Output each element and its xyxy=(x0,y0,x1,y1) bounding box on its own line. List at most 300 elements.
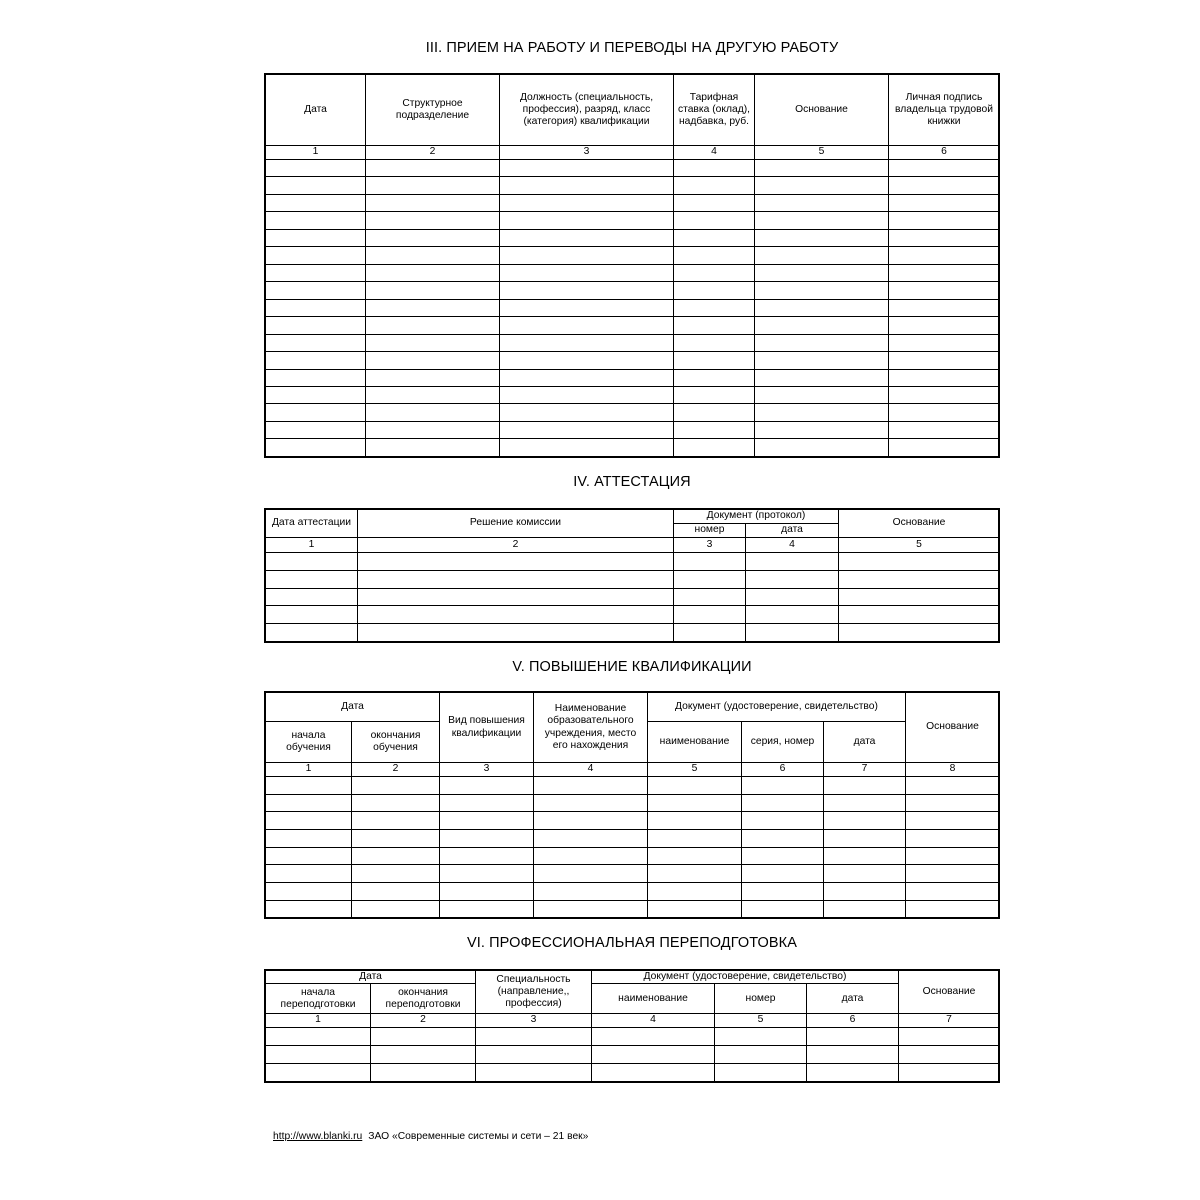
column-number: 4 xyxy=(746,538,839,553)
table-cell[interactable] xyxy=(899,1046,1000,1064)
table-cell[interactable] xyxy=(352,830,440,848)
column-number: 6 xyxy=(807,1013,899,1027)
column-number: 3 xyxy=(476,1013,592,1027)
column-number: 5 xyxy=(715,1013,807,1027)
table-cell[interactable] xyxy=(674,317,755,334)
table-cell[interactable] xyxy=(266,1028,371,1046)
table-cell[interactable] xyxy=(746,588,839,606)
table-row xyxy=(266,588,1000,606)
table-cell[interactable] xyxy=(715,1064,807,1082)
table-cell[interactable] xyxy=(899,1064,1000,1082)
table-cell[interactable] xyxy=(352,812,440,830)
table-cell[interactable] xyxy=(358,553,674,571)
table-cell[interactable] xyxy=(352,847,440,865)
table-cell[interactable] xyxy=(746,570,839,588)
header-document-number: номер xyxy=(715,984,807,1014)
table-cell[interactable] xyxy=(674,606,746,624)
header-document-date: дата xyxy=(824,722,906,763)
table-cell[interactable] xyxy=(352,900,440,918)
table-cell[interactable] xyxy=(755,194,889,211)
table-cell[interactable] xyxy=(366,386,500,403)
table-cell[interactable] xyxy=(674,421,755,438)
table-cell[interactable] xyxy=(742,794,824,812)
table-cell[interactable] xyxy=(824,847,906,865)
table-cell[interactable] xyxy=(746,553,839,571)
table-cell[interactable] xyxy=(742,777,824,795)
table-row xyxy=(266,439,1000,457)
table-cell[interactable] xyxy=(746,606,839,624)
header-training-start: начала обучения xyxy=(266,722,352,763)
column-number: 3 xyxy=(440,763,534,777)
table-cell[interactable] xyxy=(889,282,1000,299)
table-cell[interactable] xyxy=(500,264,674,281)
table-cell[interactable] xyxy=(742,883,824,901)
table-cell[interactable] xyxy=(674,570,746,588)
table-cell[interactable] xyxy=(366,299,500,316)
header-retraining-start: начала переподготовки xyxy=(266,984,371,1014)
table-cell[interactable] xyxy=(592,1028,715,1046)
table-row xyxy=(266,883,1000,901)
table-cell[interactable] xyxy=(266,812,352,830)
table-cell[interactable] xyxy=(440,794,534,812)
table-cell[interactable] xyxy=(476,1028,592,1046)
table-cell[interactable] xyxy=(889,299,1000,316)
table-cell[interactable] xyxy=(366,229,500,246)
table-cell[interactable] xyxy=(440,865,534,883)
column-number: 7 xyxy=(824,763,906,777)
header-retraining-date: Дата xyxy=(266,971,476,984)
table-cell[interactable] xyxy=(889,352,1000,369)
header-document-series: серия, номер xyxy=(742,722,824,763)
section-4-title: IV. АТТЕСТАЦИЯ xyxy=(573,474,691,490)
table-cell[interactable] xyxy=(366,421,500,438)
header-basis: Основание xyxy=(755,75,889,146)
table-cell[interactable] xyxy=(500,404,674,421)
website-link[interactable]: http://www.blanki.ru xyxy=(273,1131,363,1142)
table-cell[interactable] xyxy=(674,352,755,369)
table-cell[interactable] xyxy=(824,865,906,883)
table-cell[interactable] xyxy=(889,369,1000,386)
table-row xyxy=(266,386,1000,403)
header-signature: Личная подпись владельца трудовой книжки xyxy=(889,75,1000,146)
table-cell[interactable] xyxy=(266,352,366,369)
table-cell[interactable] xyxy=(839,588,1000,606)
table-cell[interactable] xyxy=(592,1064,715,1082)
table-cell[interactable] xyxy=(906,883,1000,901)
header-training-date: Дата xyxy=(266,693,440,722)
table-cell[interactable] xyxy=(889,177,1000,194)
table-row xyxy=(266,1064,1000,1082)
table-cell[interactable] xyxy=(755,404,889,421)
table-cell[interactable] xyxy=(266,588,358,606)
table-cell[interactable] xyxy=(755,352,889,369)
table-cell[interactable] xyxy=(715,1046,807,1064)
table-cell[interactable] xyxy=(674,282,755,299)
table-cell[interactable] xyxy=(755,264,889,281)
table-row xyxy=(266,282,1000,299)
table-cell[interactable] xyxy=(839,624,1000,642)
table-cell[interactable] xyxy=(500,369,674,386)
table-cell[interactable] xyxy=(366,247,500,264)
table-cell[interactable] xyxy=(266,247,366,264)
table-row xyxy=(266,421,1000,438)
table-cell[interactable] xyxy=(266,229,366,246)
column-numbers-row xyxy=(266,1013,1000,1027)
table-cell[interactable] xyxy=(755,317,889,334)
table-cell[interactable] xyxy=(742,847,824,865)
table-cell[interactable] xyxy=(746,624,839,642)
table-cell[interactable] xyxy=(500,282,674,299)
column-number: 1 xyxy=(266,763,352,777)
table-cell[interactable] xyxy=(352,794,440,812)
table-cell[interactable] xyxy=(534,830,648,848)
table-cell[interactable] xyxy=(500,334,674,351)
header-protocol-number: номер xyxy=(674,524,746,538)
table-cell[interactable] xyxy=(674,624,746,642)
table-cell[interactable] xyxy=(839,553,1000,571)
table-cell[interactable] xyxy=(534,900,648,918)
column-number: 2 xyxy=(352,763,440,777)
table-cell[interactable] xyxy=(440,812,534,830)
table-cell[interactable] xyxy=(807,1028,899,1046)
table-cell[interactable] xyxy=(674,194,755,211)
table-cell[interactable] xyxy=(534,865,648,883)
column-numbers-row xyxy=(266,145,1000,159)
table-cell[interactable] xyxy=(648,865,742,883)
table-cell[interactable] xyxy=(889,264,1000,281)
table-cell[interactable] xyxy=(674,404,755,421)
column-number: 6 xyxy=(889,145,1000,159)
table-cell[interactable] xyxy=(674,386,755,403)
table-cell[interactable] xyxy=(755,439,889,457)
table-cell[interactable] xyxy=(500,229,674,246)
column-number: 5 xyxy=(839,538,1000,553)
table-cell[interactable] xyxy=(889,212,1000,229)
table-row xyxy=(266,404,1000,421)
table-cell[interactable] xyxy=(755,369,889,386)
column-number: 4 xyxy=(534,763,648,777)
table-header-row xyxy=(266,971,1000,984)
table-cell[interactable] xyxy=(266,404,366,421)
column-number: 1 xyxy=(266,145,366,159)
table-cell[interactable] xyxy=(906,847,1000,865)
table-cell[interactable] xyxy=(500,177,674,194)
table-cell[interactable] xyxy=(824,830,906,848)
page-footer xyxy=(273,1131,588,1142)
table-cell[interactable] xyxy=(266,194,366,211)
table-cell[interactable] xyxy=(500,159,674,176)
column-number: 4 xyxy=(674,145,755,159)
table-row xyxy=(266,812,1000,830)
table-cell[interactable] xyxy=(889,317,1000,334)
table-cell[interactable] xyxy=(366,334,500,351)
table-cell[interactable] xyxy=(755,421,889,438)
table-cell[interactable] xyxy=(824,794,906,812)
table-row xyxy=(266,177,1000,194)
table-cell[interactable] xyxy=(366,369,500,386)
header-document-date: дата xyxy=(807,984,899,1014)
table-cell[interactable] xyxy=(500,317,674,334)
table-cell[interactable] xyxy=(266,570,358,588)
retraining-table xyxy=(265,970,1000,1082)
table-cell[interactable] xyxy=(500,299,674,316)
column-number: 5 xyxy=(755,145,889,159)
table-cell[interactable] xyxy=(534,883,648,901)
table-cell[interactable] xyxy=(674,369,755,386)
table-cell[interactable] xyxy=(266,865,352,883)
table-cell[interactable] xyxy=(889,386,1000,403)
header-certificate-document: Документ (удостоверение, свидетельство) xyxy=(648,693,906,722)
table-cell[interactable] xyxy=(500,194,674,211)
table-cell[interactable] xyxy=(755,177,889,194)
table-cell[interactable] xyxy=(889,334,1000,351)
table-row xyxy=(266,212,1000,229)
table-cell[interactable] xyxy=(674,334,755,351)
header-position: Должность (специальность, профессия), разряд, класс (категория) квалификации xyxy=(500,75,674,146)
table-cell[interactable] xyxy=(824,812,906,830)
table-cell[interactable] xyxy=(266,369,366,386)
qualification-table xyxy=(265,692,1000,919)
table-cell[interactable] xyxy=(371,1028,476,1046)
table-cell[interactable] xyxy=(358,588,674,606)
table-cell[interactable] xyxy=(266,421,366,438)
table-cell[interactable] xyxy=(742,900,824,918)
table-cell[interactable] xyxy=(352,865,440,883)
table-cell[interactable] xyxy=(742,865,824,883)
header-basis: Основание xyxy=(899,971,1000,1014)
table-cell[interactable] xyxy=(715,1028,807,1046)
table-row xyxy=(266,369,1000,386)
table-cell[interactable] xyxy=(266,264,366,281)
table-cell[interactable] xyxy=(648,777,742,795)
table-cell[interactable] xyxy=(366,177,500,194)
table-cell[interactable] xyxy=(266,900,352,918)
table-cell[interactable] xyxy=(889,404,1000,421)
table-cell[interactable] xyxy=(906,777,1000,795)
table-cell[interactable] xyxy=(366,264,500,281)
table-cell[interactable] xyxy=(366,194,500,211)
table-cell[interactable] xyxy=(366,282,500,299)
table-cell[interactable] xyxy=(500,247,674,264)
header-commission-decision: Решение комиссии xyxy=(358,510,674,538)
table-cell[interactable] xyxy=(648,830,742,848)
column-number: 5 xyxy=(648,763,742,777)
table-cell[interactable] xyxy=(592,1046,715,1064)
table-cell[interactable] xyxy=(824,900,906,918)
table-cell[interactable] xyxy=(440,830,534,848)
table-cell[interactable] xyxy=(266,1064,371,1082)
table-cell[interactable] xyxy=(500,212,674,229)
table-cell[interactable] xyxy=(266,299,366,316)
table-cell[interactable] xyxy=(906,865,1000,883)
section-3-title: III. ПРИЕМ НА РАБОТУ И ПЕРЕВОДЫ НА ДРУГУЮ РАБОТУ xyxy=(425,40,839,56)
table-cell[interactable] xyxy=(266,282,366,299)
table-cell[interactable] xyxy=(674,299,755,316)
table-cell[interactable] xyxy=(889,194,1000,211)
table-cell[interactable] xyxy=(839,570,1000,588)
employment-table xyxy=(265,74,1000,457)
table-cell[interactable] xyxy=(266,386,366,403)
table-cell[interactable] xyxy=(648,812,742,830)
table-cell[interactable] xyxy=(266,317,366,334)
table-cell[interactable] xyxy=(266,334,366,351)
table-cell[interactable] xyxy=(371,1064,476,1082)
table-cell[interactable] xyxy=(755,229,889,246)
table-cell[interactable] xyxy=(266,830,352,848)
table-cell[interactable] xyxy=(648,794,742,812)
header-qualification-type: Вид повышения квалификации xyxy=(440,693,534,763)
table-header-row xyxy=(266,75,1000,146)
table-cell[interactable] xyxy=(366,439,500,457)
table-cell[interactable] xyxy=(674,177,755,194)
table-cell[interactable] xyxy=(755,386,889,403)
table-row xyxy=(266,847,1000,865)
table-cell[interactable] xyxy=(266,177,366,194)
table-cell[interactable] xyxy=(648,847,742,865)
table-row xyxy=(266,1028,1000,1046)
table-row xyxy=(266,606,1000,624)
table-cell[interactable] xyxy=(266,777,352,795)
table-cell[interactable] xyxy=(534,847,648,865)
table-cell[interactable] xyxy=(906,794,1000,812)
header-department: Структурное подразделение xyxy=(366,75,500,146)
header-training-end: окончания обучения xyxy=(352,722,440,763)
table-cell[interactable] xyxy=(674,553,746,571)
table-cell[interactable] xyxy=(755,334,889,351)
table-header-row xyxy=(266,510,1000,524)
table-cell[interactable] xyxy=(889,421,1000,438)
table-cell[interactable] xyxy=(906,812,1000,830)
header-date: Дата xyxy=(266,75,366,146)
column-numbers-row xyxy=(266,763,1000,777)
table-cell[interactable] xyxy=(266,847,352,865)
table-row xyxy=(266,194,1000,211)
table-cell[interactable] xyxy=(674,264,755,281)
table-cell[interactable] xyxy=(755,282,889,299)
table-cell[interactable] xyxy=(824,883,906,901)
table-cell[interactable] xyxy=(889,247,1000,264)
table-cell[interactable] xyxy=(755,159,889,176)
table-cell[interactable] xyxy=(899,1028,1000,1046)
table-cell[interactable] xyxy=(366,317,500,334)
table-cell[interactable] xyxy=(440,900,534,918)
table-cell[interactable] xyxy=(500,352,674,369)
table-cell[interactable] xyxy=(266,606,358,624)
table-cell[interactable] xyxy=(266,883,352,901)
table-cell[interactable] xyxy=(889,439,1000,457)
table-cell[interactable] xyxy=(742,830,824,848)
table-cell[interactable] xyxy=(500,421,674,438)
header-basis: Основание xyxy=(839,510,1000,538)
table-cell[interactable] xyxy=(674,229,755,246)
table-header-row xyxy=(266,693,1000,722)
header-retraining-end: окончания переподготовки xyxy=(371,984,476,1014)
table-row xyxy=(266,334,1000,351)
table-cell[interactable] xyxy=(674,247,755,264)
table-cell[interactable] xyxy=(674,439,755,457)
table-cell[interactable] xyxy=(266,794,352,812)
table-cell[interactable] xyxy=(358,624,674,642)
table-row xyxy=(266,229,1000,246)
table-cell[interactable] xyxy=(440,847,534,865)
header-protocol-date: дата xyxy=(746,524,839,538)
table-cell[interactable] xyxy=(889,159,1000,176)
header-institution: Наименование образовательного учреждения, место его нахождения xyxy=(534,693,648,763)
table-cell[interactable] xyxy=(807,1046,899,1064)
table-cell[interactable] xyxy=(476,1046,592,1064)
table-cell[interactable] xyxy=(755,212,889,229)
table-row xyxy=(266,264,1000,281)
table-cell[interactable] xyxy=(266,159,366,176)
table-cell[interactable] xyxy=(352,883,440,901)
table-cell[interactable] xyxy=(534,794,648,812)
table-cell[interactable] xyxy=(366,212,500,229)
table-cell[interactable] xyxy=(352,777,440,795)
column-number: 2 xyxy=(366,145,500,159)
table-cell[interactable] xyxy=(358,570,674,588)
table-cell[interactable] xyxy=(366,404,500,421)
table-cell[interactable] xyxy=(755,299,889,316)
table-cell[interactable] xyxy=(266,553,358,571)
column-number: 7 xyxy=(899,1013,1000,1027)
table-cell[interactable] xyxy=(534,812,648,830)
table-cell[interactable] xyxy=(358,606,674,624)
table-cell[interactable] xyxy=(266,624,358,642)
table-cell[interactable] xyxy=(648,900,742,918)
attestation-table xyxy=(265,509,1000,642)
table-cell[interactable] xyxy=(674,212,755,229)
header-protocol-document: Документ (протокол) xyxy=(674,510,839,524)
table-cell[interactable] xyxy=(366,352,500,369)
section-6-title: VI. ПРОФЕССИОНАЛЬНАЯ ПЕРЕПОДГОТОВКА xyxy=(466,935,797,951)
table-cell[interactable] xyxy=(371,1046,476,1064)
table-cell[interactable] xyxy=(807,1064,899,1082)
table-cell[interactable] xyxy=(266,1046,371,1064)
table-cell[interactable] xyxy=(534,777,648,795)
header-attestation-date: Дата аттестации xyxy=(266,510,358,538)
table-cell[interactable] xyxy=(266,212,366,229)
table-cell[interactable] xyxy=(266,439,366,457)
table-cell[interactable] xyxy=(674,588,746,606)
table-cell[interactable] xyxy=(906,830,1000,848)
table-cell[interactable] xyxy=(839,606,1000,624)
table-row xyxy=(266,553,1000,571)
column-number: 3 xyxy=(500,145,674,159)
table-cell[interactable] xyxy=(440,777,534,795)
table-row xyxy=(266,830,1000,848)
table-cell[interactable] xyxy=(366,159,500,176)
table-row xyxy=(266,352,1000,369)
table-row xyxy=(266,247,1000,264)
column-number: 6 xyxy=(742,763,824,777)
table-row xyxy=(266,900,1000,918)
table-cell[interactable] xyxy=(824,777,906,795)
table-cell[interactable] xyxy=(648,883,742,901)
table-cell[interactable] xyxy=(755,247,889,264)
table-cell[interactable] xyxy=(500,439,674,457)
table-cell[interactable] xyxy=(674,159,755,176)
table-cell[interactable] xyxy=(500,386,674,403)
table-cell[interactable] xyxy=(742,812,824,830)
table-row xyxy=(266,777,1000,795)
table-cell[interactable] xyxy=(440,883,534,901)
table-cell[interactable] xyxy=(476,1064,592,1082)
table-row xyxy=(266,865,1000,883)
table-cell[interactable] xyxy=(889,229,1000,246)
column-numbers-row xyxy=(266,538,1000,553)
table-cell[interactable] xyxy=(906,900,1000,918)
table-row xyxy=(266,1046,1000,1064)
